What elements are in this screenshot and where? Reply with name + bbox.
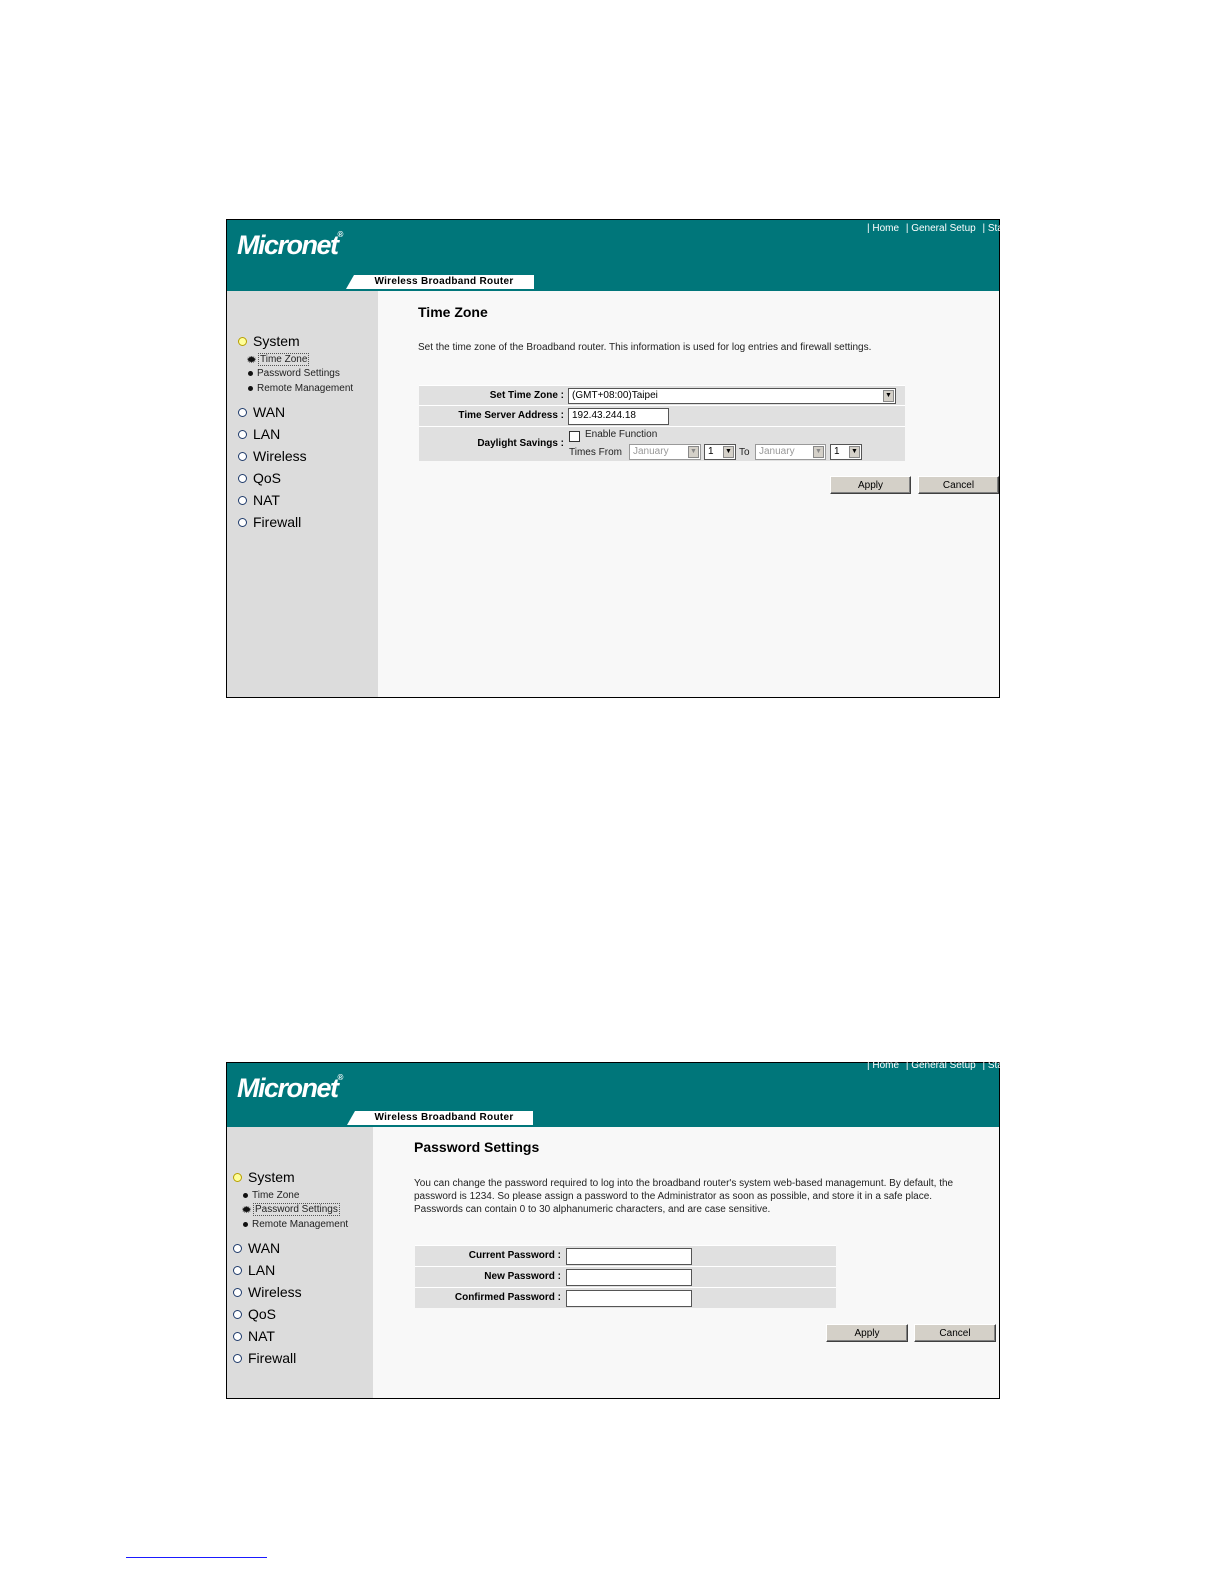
micronet-logo: Micronet® [237,1073,344,1103]
confirmed-password-row [415,1287,836,1309]
time-zone-select[interactable]: (GMT+08:00)Taipei ▼ [568,388,896,404]
nav-general-setup-link[interactable]: | General Setup [905,223,976,234]
sidebar-item-nat[interactable]: NAT [238,492,280,508]
bullet-icon [248,371,253,376]
nav-status-link[interactable]: | Sta [982,223,1003,234]
bullet-icon [248,386,253,391]
circle-icon [233,1173,242,1182]
page-description: Set the time zone of the Broadband router. This information is used for log entries and firewall settings. [418,342,872,353]
chevron-down-icon: ▼ [723,446,734,458]
from-day-select[interactable]: 1 ▼ [704,444,736,460]
chevron-down-icon: ▼ [849,446,860,458]
sidebar-subitem-remote-management[interactable]: Remote Management [243,1219,348,1230]
circle-icon [233,1310,242,1319]
circle-icon [233,1332,242,1341]
password-form [415,1245,836,1308]
sidebar-item-system[interactable]: System [238,333,300,349]
new-password-input[interactable] [566,1269,692,1286]
sidebar-subitem-time-zone[interactable]: Time Zone [248,354,308,365]
nav-status-link[interactable]: | Sta [982,1060,1003,1071]
current-password-row [415,1245,836,1267]
timezone-screenshot [226,219,1003,698]
cancel-button[interactable]: Cancel [918,476,999,494]
circle-icon [238,430,247,439]
to-month-select[interactable]: January ▼ [755,444,826,460]
bullet-icon [248,357,255,362]
micronet-logo: Micronet® [237,230,344,260]
current-password-label: Current Password : [468,1250,561,1261]
circle-icon [238,408,247,417]
header-bar [227,220,1003,291]
sidebar-item-wan[interactable]: WAN [238,404,285,420]
sidebar-item-wireless[interactable]: Wireless [233,1284,302,1300]
new-password-label: New Password : [484,1271,561,1282]
from-month-select[interactable]: January ▼ [629,444,701,460]
nav-general-setup-link[interactable]: | General Setup [905,1060,976,1071]
current-password-input[interactable] [566,1248,692,1265]
sidebar-subitem-password-settings[interactable]: Password Settings [243,1204,339,1215]
sidebar-item-qos[interactable]: QoS [233,1306,276,1322]
chevron-down-icon: ▼ [883,390,894,402]
sidebar-item-wan[interactable]: WAN [233,1240,280,1256]
sidebar-subitem-time-zone[interactable]: Time Zone [243,1190,299,1201]
sidebar-item-system[interactable]: System [233,1169,295,1185]
cancel-button[interactable]: Cancel [914,1324,996,1342]
page-title: Password Settings [414,1139,540,1155]
set-time-zone-label: Set Time Zone : [489,390,564,401]
sidebar-item-wireless[interactable]: Wireless [238,448,307,464]
main-content [373,1127,999,1398]
enable-function-checkbox[interactable] [569,431,580,442]
chevron-down-icon: ▼ [813,446,824,458]
sidebar-item-nat[interactable]: NAT [233,1328,275,1344]
time-server-input[interactable]: 192.43.244.18 [568,408,669,425]
bullet-icon [243,1222,248,1227]
circle-icon [238,452,247,461]
circle-icon [233,1266,242,1275]
page-description: You can change the password required to log into the broadband router's system web-based managemunt. By default, the password is 1234. So please assign a password to the Administrator as soon as possible, and store it in a safe place. Passwords can contain 0 to 30 alphanumeric characters, and are case sensitive. [414,1178,954,1215]
chevron-down-icon: ▼ [688,446,699,458]
sidebar-item-lan[interactable]: LAN [233,1262,275,1278]
bullet-icon [243,1207,250,1212]
nav-home-link[interactable]: | Home [867,1060,900,1071]
to-label: To [739,447,750,458]
top-navigation [865,1060,1005,1071]
time-server-label: Time Server Address : [458,410,564,421]
top-navigation [865,223,1005,234]
page-title: Time Zone [418,304,488,320]
sidebar-item-firewall[interactable]: Firewall [233,1350,296,1366]
sidebar-subitem-password-settings[interactable]: Password Settings [248,368,340,379]
sidebar-item-firewall[interactable]: Firewall [238,514,301,530]
apply-button[interactable]: Apply [830,476,911,494]
nav-home-link[interactable]: | Home [867,223,900,234]
time-server-row [419,405,905,427]
sidebar-item-lan[interactable]: LAN [238,426,280,442]
set-time-zone-row [419,385,905,406]
apply-button[interactable]: Apply [826,1324,908,1342]
circle-icon [238,496,247,505]
product-tagline: Wireless Broadband Router [354,275,534,289]
circle-icon [238,474,247,483]
daylight-savings-row [419,426,905,462]
product-tagline: Wireless Broadband Router [355,1111,533,1125]
timezone-form [419,385,905,461]
confirmed-password-label: Confirmed Password : [454,1292,561,1303]
main-content [378,291,999,697]
sidebar [227,291,378,697]
sidebar [227,1127,373,1398]
circle-icon [238,518,247,527]
confirmed-password-input[interactable] [566,1290,692,1307]
footnote-separator [126,1557,267,1558]
circle-icon [233,1354,242,1363]
circle-icon [238,337,247,346]
sidebar-item-qos[interactable]: QoS [238,470,281,486]
to-day-select[interactable]: 1 ▼ [830,444,862,460]
circle-icon [233,1244,242,1253]
new-password-row [415,1266,836,1288]
circle-icon [233,1288,242,1297]
password-screenshot [226,1060,1003,1399]
times-from-label: Times From [569,447,622,458]
sidebar-subitem-remote-management[interactable]: Remote Management [248,383,353,394]
daylight-savings-label: Daylight Savings : [477,438,564,449]
bullet-icon [243,1193,248,1198]
enable-function-label: Enable Function [585,429,658,440]
header-bar [227,1060,1003,1127]
